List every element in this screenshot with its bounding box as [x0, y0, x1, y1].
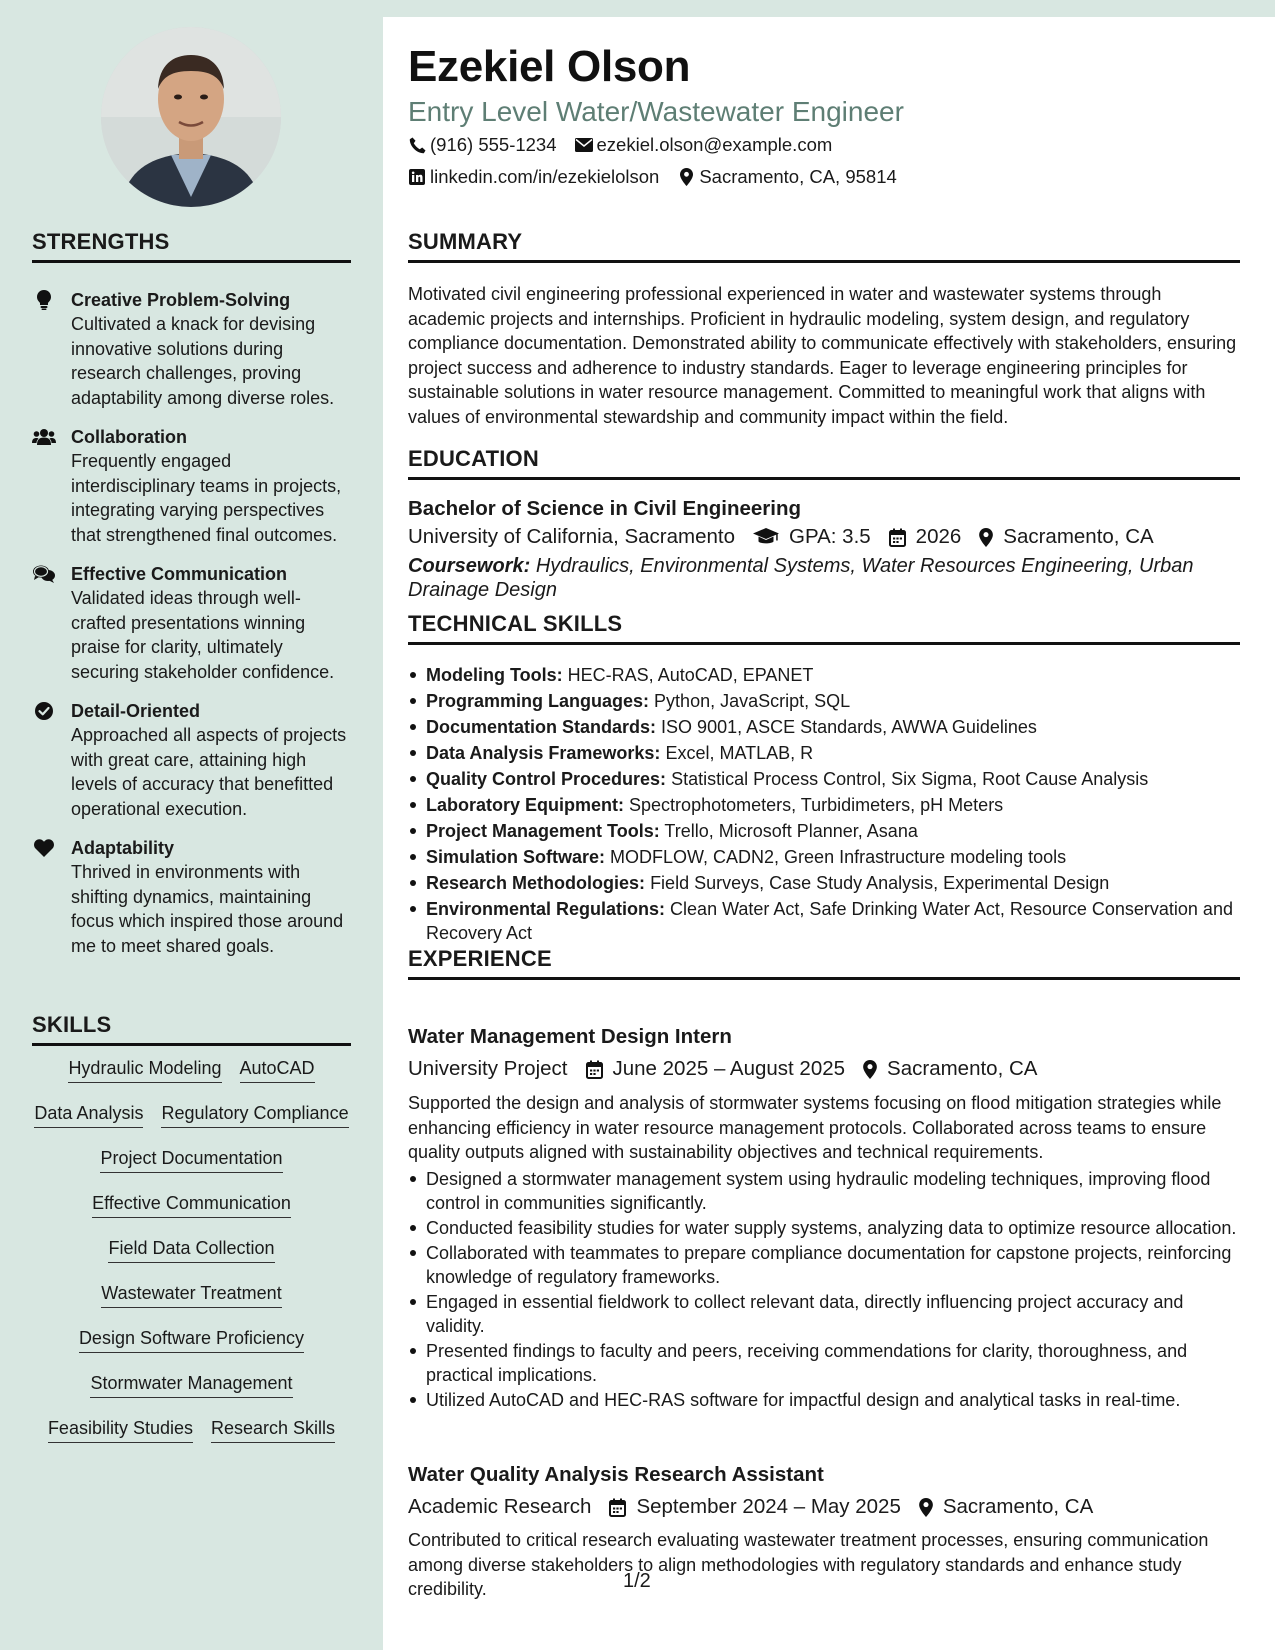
email-text: ezekiel.olson@example.com [596, 134, 833, 155]
list-item: Modeling Tools: HEC-RAS, AutoCAD, EPANET [408, 663, 1240, 687]
coursework-text: Hydraulics, Environmental Systems, Water Resources Engineering, Urban Drainage Design [408, 555, 1194, 601]
school-location: Sacramento, CA [1003, 525, 1154, 548]
heart-icon [32, 838, 56, 858]
candidate-name: Ezekiel Olson [408, 42, 691, 91]
list-item: Programming Languages: Python, JavaScript, SQL [408, 689, 1240, 713]
skill-tag: Feasibility Studies [48, 1416, 193, 1443]
coursework [408, 554, 1240, 602]
skill-tag: Design Software Proficiency [79, 1326, 304, 1353]
phone-contact[interactable] [408, 134, 557, 156]
profile-photo [101, 27, 281, 207]
skills-heading: SKILLS [32, 1012, 351, 1046]
location-text: Sacramento, CA, 95814 [699, 166, 897, 187]
contact-row-2 [408, 166, 897, 188]
experience-heading: EXPERIENCE [408, 946, 1240, 980]
skill-tag: Research Skills [211, 1416, 335, 1443]
job-meta [408, 1057, 1037, 1081]
list-item: Quality Control Procedures: Statistical Process Control, Six Sigma, Root Cause Analysis [408, 767, 1240, 791]
phone-text: (916) 555-1234 [430, 134, 557, 155]
comments-icon [32, 564, 56, 584]
email-contact[interactable] [575, 134, 833, 156]
candidate-role: Entry Level Water/Wastewater Engineer [408, 96, 904, 127]
skill-tag: Wastewater Treatment [101, 1281, 281, 1308]
gpa-text: GPA: 3.5 [789, 525, 871, 548]
sidebar [0, 0, 383, 1650]
strength-item [32, 288, 352, 410]
summary-text: Motivated civil engineering professional experienced in water and wastewater systems through academic projects and internships. Proficient in hydraulic modeling, system design, and regulatory compliance documentation. Demonstrated ability to communicate effectively with stakeholders, ensuring project success and adherence to industry standards. Eager to leverage engineering principles for sustainable solutions in water resource management. Committed to meaningful work that aligns with values of environmental stewardship and community impact within the field. [408, 284, 1237, 427]
list-item: Presented findings to faculty and peers, receiving commendations for clarity, thoroughness, and practical implications. [408, 1339, 1240, 1387]
strengths-list [32, 288, 352, 973]
list-item: Designed a stormwater management system using hydraulic modeling techniques, improving flood control in communities significantly. [408, 1167, 1240, 1215]
strength-title: Effective Communication [71, 564, 288, 584]
technical-skills-heading: TECHNICAL SKILLS [408, 611, 1240, 645]
skill-tag: Project Documentation [100, 1146, 282, 1173]
list-item: Simulation Software: MODFLOW, CADN2, Green Infrastructure modeling tools [408, 845, 1240, 869]
list-item: Engaged in essential fieldwork to collect relevant data, directly influencing project accuracy and validity. [408, 1290, 1240, 1338]
linkedin-icon [408, 168, 426, 186]
envelope-icon [575, 136, 593, 154]
skill-tag: Field Data Collection [108, 1236, 274, 1263]
list-item: Documentation Standards: ISO 9001, ASCE Standards, AWWA Guidelines [408, 715, 1240, 739]
map-pin-icon [677, 168, 695, 186]
job-bullets [408, 1167, 1240, 1413]
job-location: Sacramento, CA [887, 1057, 1038, 1080]
list-item: Project Management Tools: Trello, Microsoft Planner, Asana [408, 819, 1240, 843]
strength-item [32, 562, 352, 684]
page-number: 1/2 [623, 1570, 651, 1592]
lightbulb-icon [32, 290, 56, 310]
list-item: Collaborated with teammates to prepare compliance documentation for capstone projects, reinforcing knowledge of regulatory frameworks. [408, 1241, 1240, 1289]
technical-skills-list [408, 663, 1240, 947]
summary-heading: SUMMARY [408, 229, 1240, 263]
list-item: Conducted feasibility studies for water supply systems, analyzing data to optimize resource allocation. [408, 1216, 1240, 1240]
location-contact [677, 166, 896, 188]
skill-tag: Effective Communication [92, 1191, 291, 1218]
contact-row [408, 134, 832, 156]
strength-desc: Cultivated a knack for devising innovative solutions during research challenges, proving adaptability among diverse roles. [71, 314, 335, 408]
strengths-heading: STRENGTHS [32, 229, 351, 263]
linkedin-contact[interactable] [408, 166, 659, 188]
map-pin-icon [979, 528, 993, 547]
graduation-cap-icon [753, 528, 779, 546]
list-item: Laboratory Equipment: Spectrophotometers, Turbidimeters, pH Meters [408, 793, 1240, 817]
job-title: Water Management Design Intern [408, 1025, 732, 1048]
graduation-year: 2026 [915, 525, 962, 548]
strength-item [32, 699, 352, 821]
users-icon [32, 427, 56, 447]
strength-title: Creative Problem-Solving [71, 290, 291, 310]
strength-desc: Approached all aspects of projects with great care, attaining high levels of accuracy that benefitted operational execution. [71, 725, 347, 819]
job-org: University Project [408, 1057, 568, 1080]
strength-title: Collaboration [71, 427, 187, 447]
skill-tag: Hydraulic Modeling [68, 1056, 221, 1083]
check-circle-icon [32, 701, 56, 721]
list-item: Utilized AutoCAD and HEC-RAS software for impactful design and analytical tasks in real-time. [408, 1388, 1240, 1412]
education-meta [408, 525, 1154, 549]
list-item: Research Methodologies: Field Surveys, Case Study Analysis, Experimental Design [408, 871, 1240, 895]
coursework-label: Coursework: [408, 555, 531, 577]
linkedin-text: linkedin.com/in/ezekielolson [430, 166, 660, 187]
job-meta [408, 1495, 1093, 1519]
degree-title: Bachelor of Science in Civil Engineering [408, 497, 802, 520]
calendar-icon [889, 528, 906, 547]
strength-title: Detail-Oriented [71, 701, 201, 721]
list-item: Environmental Regulations: Clean Water Act, Safe Drinking Water Act, Resource Conservation and Recovery Act [408, 897, 1240, 945]
skill-tag: AutoCAD [240, 1056, 315, 1083]
strength-desc: Thrived in environments with shifting dynamics, maintaining focus which inspired those around me to meet shared goals. [71, 862, 344, 956]
strength-desc: Validated ideas through well-crafted presentations winning praise for clarity, ultimately securing stakeholder confidence. [71, 588, 335, 682]
calendar-icon [609, 1498, 626, 1517]
map-pin-icon [919, 1498, 933, 1517]
phone-icon [408, 136, 426, 154]
strength-desc: Frequently engaged interdisciplinary teams in projects, integrating varying perspectives that strengthened final outcomes. [71, 451, 342, 545]
job-location: Sacramento, CA [942, 1495, 1094, 1518]
strength-item [32, 836, 352, 958]
skill-tag: Data Analysis [34, 1101, 143, 1128]
job-dates: June 2025 – August 2025 [612, 1057, 846, 1080]
school-name: University of California, Sacramento [408, 525, 735, 548]
skill-tag: Stormwater Management [90, 1371, 292, 1398]
education-heading: EDUCATION [408, 446, 1240, 480]
job-summary: Contributed to critical research evaluating wastewater treatment processes, ensuring communication among diverse stakeholders to align methodologies with regulatory standards and enhance study credibility. [408, 1530, 1209, 1599]
skills-list [32, 1056, 351, 1443]
list-item: Data Analysis Frameworks: Excel, MATLAB, R [408, 741, 1240, 765]
strength-item [32, 425, 352, 547]
main-content [383, 17, 1275, 1650]
calendar-icon [586, 1060, 603, 1079]
job-title: Water Quality Analysis Research Assistant [408, 1463, 824, 1486]
skill-tag: Regulatory Compliance [161, 1101, 348, 1128]
job-dates: September 2024 – May 2025 [636, 1495, 901, 1518]
map-pin-icon [863, 1060, 877, 1079]
strength-title: Adaptability [71, 838, 175, 858]
job-org: Academic Research [408, 1495, 592, 1518]
job-summary: Supported the design and analysis of stormwater systems focusing on flood mitigation strategies while enhancing efficiency in water resource management protocols. Collaborated across teams to ensure quality outputs aligned with sustainability objectives and technical requirements. [408, 1093, 1222, 1162]
